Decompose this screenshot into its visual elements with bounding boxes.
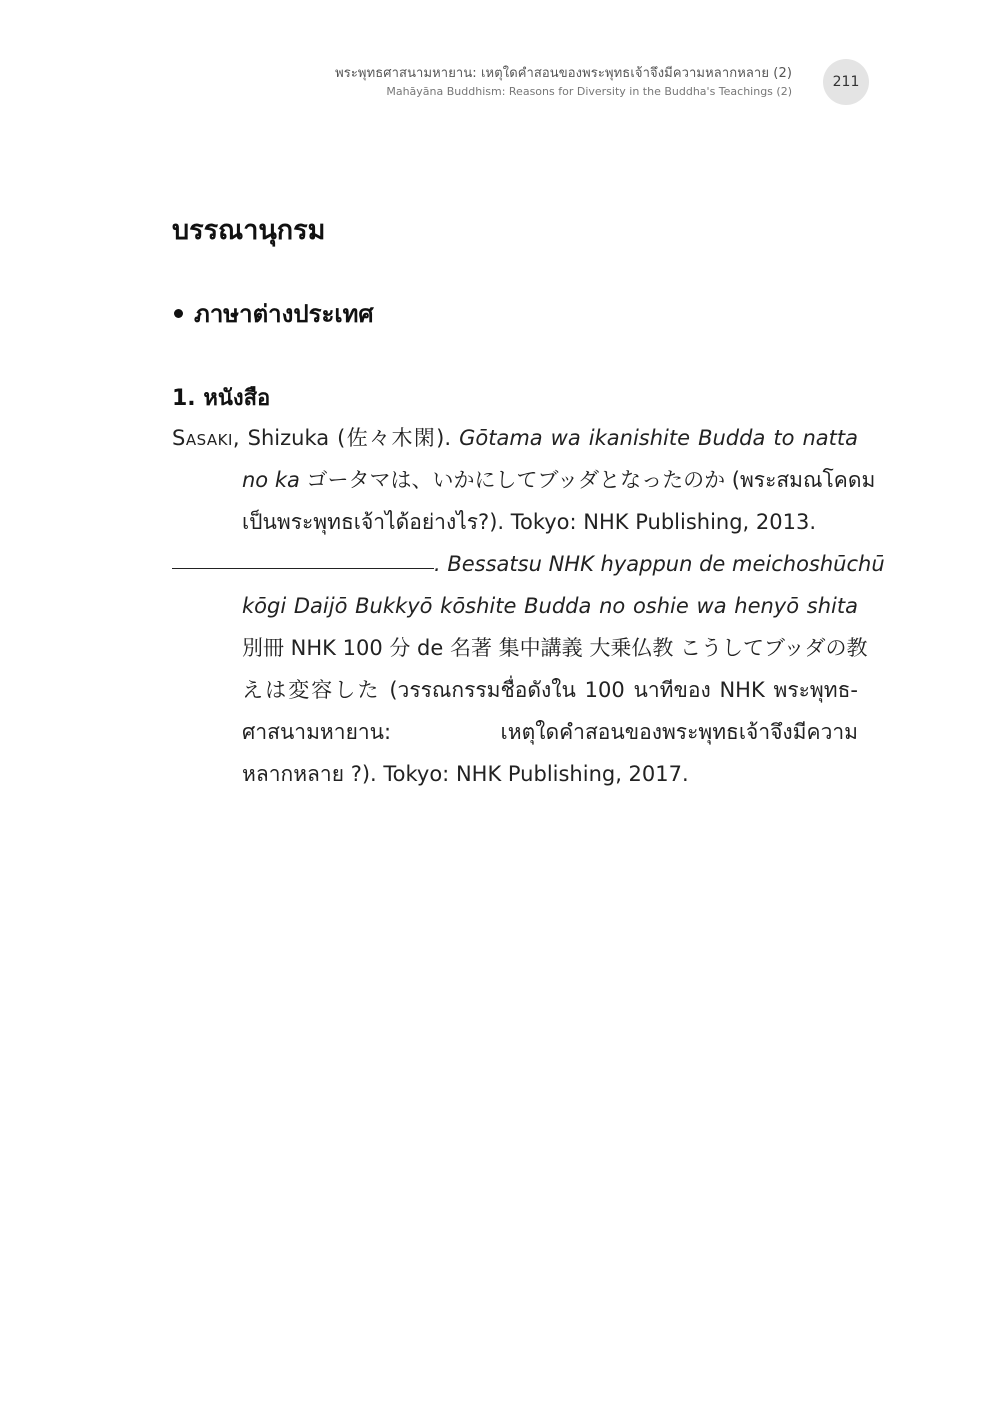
bib-entry-2-line-1 [172,547,885,581]
author-surname: Sasaki [172,426,233,450]
subsection-label: ภาษาต่างประเทศ [194,300,374,328]
running-header-thai: พระพุทธศาสนามหายาน: เหตุใดคำสอนของพระพุทธเจ้าจึงมีความหลากหลาย (2) [335,66,792,81]
bib-entry-2-line-4: えは変容した (วรรณกรรมชื่อดังใน 100 นาทีของ NHK พระพุทธ- [242,678,858,702]
bib-entry-2-line-3: 別冊 NHK 100 分 de 名著 集中講義 大乗仏教 こうしてブッダの教 [242,636,868,660]
book-title: Gōtama wa ikanishite Budda to natta [459,426,858,450]
book-title: . Bessatsu NHK hyappun de meichoshūchū [434,552,885,576]
category-heading: 1. หนังสือ [172,386,271,411]
page-number: 211 [823,59,869,105]
bib-entry-1-line-1 [172,421,858,455]
bib-entry-2-line-5: ศาสนามหายาน: เหตุใดคำสอนของพระพุทธเจ้าจึงมีความ [242,720,858,744]
bib-entry-1-line-2 [242,463,876,497]
running-header [335,66,792,98]
subsection-heading [172,294,374,333]
section-title: บรรณานุกรม [172,215,326,246]
bib-entry-2-line-6: หลากหลาย ?). Tokyo: NHK Publishing, 2017. [242,762,689,786]
bib-entry-2-line-2: kōgi Daijō Bukkyō kōshite Budda no oshie wa henyō shita [242,594,858,618]
running-header-english: Mahāyāna Buddhism: Reasons for Diversity in the Buddha's Teachings (2) [386,84,792,98]
ditto-rule [172,567,434,569]
book-title-japanese: ゴータマは、いかにしてブッダとなったのか (พระสมณโคดม [299,468,876,492]
author-given: , Shizuka (佐々木閑). [232,426,460,450]
bullet-icon [174,309,183,318]
bib-entry-1-line-3: เป็นพระพุทธเจ้าได้อย่างไร?). Tokyo: NHK Publishing, 2013. [242,510,817,534]
book-title-cont: no ka [242,468,300,492]
